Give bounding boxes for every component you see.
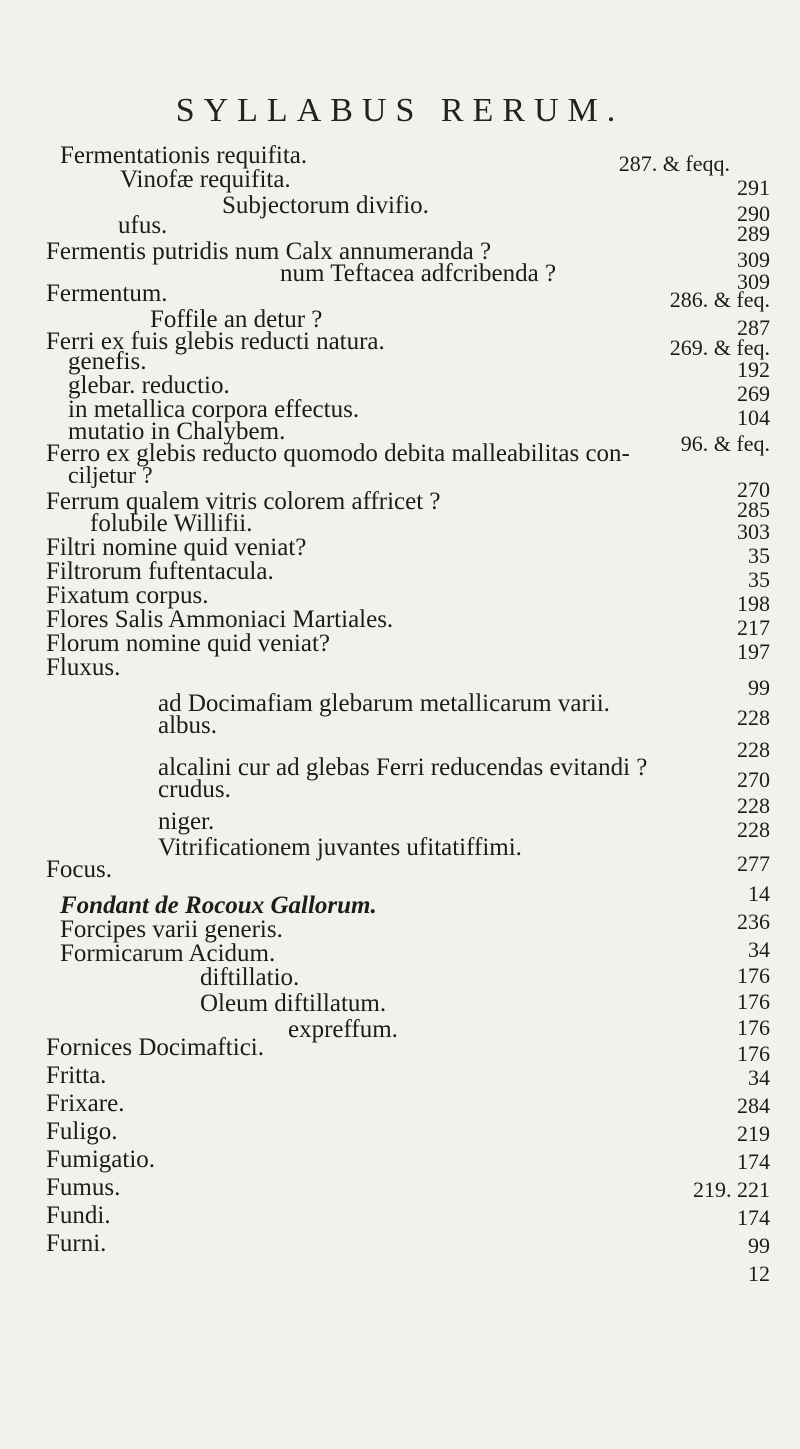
entry-label: ad Docimafiam glebarum metallicarum varii. — [158, 690, 610, 717]
entry-label: Fornices Docimaftici. — [46, 1034, 264, 1061]
entry-page: 174 — [737, 1205, 770, 1230]
entry-page: 270 — [737, 477, 770, 502]
index-entry — [0, 142, 800, 176]
entry-page: 219 — [737, 1121, 770, 1146]
entry-label: Fundi. — [46, 1202, 111, 1229]
entry-label: albus. — [158, 712, 218, 739]
entry-label: Ferrum qualem vitris colorem affricet ? — [46, 488, 441, 515]
index-entry — [0, 654, 800, 700]
entry-page: 34 — [748, 1065, 770, 1090]
entry-label-line2: ciljetur ? — [68, 463, 153, 489]
entry-page: 236 — [737, 909, 770, 934]
entry-label: niger. — [158, 808, 215, 835]
entry-label: Focus. — [46, 856, 112, 883]
entry-label: Formicarum Acidum. — [60, 940, 276, 967]
entry-page: 176 — [737, 989, 770, 1014]
entry-page: 228 — [737, 737, 770, 762]
entry-page: 99 — [748, 1233, 770, 1258]
index-entry — [0, 510, 800, 544]
index-list — [0, 142, 800, 1286]
entry-label: Ferri ex fuis glebis reducti natura. — [46, 328, 385, 355]
entry-page: 96. & feq. — [680, 431, 770, 456]
entry-label: Vinofæ requifita. — [120, 166, 291, 193]
entry-page: 176 — [737, 1015, 770, 1040]
entry-page: 12 — [748, 1261, 770, 1286]
entry-page: 174 — [737, 1149, 770, 1174]
index-entry — [0, 558, 800, 592]
entry-label: Flores Salis Ammoniaci Martiales. — [46, 606, 394, 633]
entry-label: Foffile an detur ? — [150, 306, 323, 333]
entry-label: Furni. — [46, 1230, 107, 1257]
entry-label: Filtri nomine quid veniat? — [46, 534, 307, 561]
entry-page: 303 — [737, 519, 770, 544]
entry-label: ufus. — [118, 212, 168, 239]
entry-page: 286. & feq. — [669, 287, 770, 312]
entry-page: 285 — [737, 497, 770, 522]
entry-page: 34 — [748, 937, 770, 962]
entry-page: 219. 221 — [693, 1177, 770, 1202]
entry-label: Frixare. — [46, 1090, 125, 1117]
index-entry — [0, 166, 800, 200]
entry-label: Forcipes varii generis. — [60, 916, 283, 943]
index-entry — [0, 1230, 800, 1286]
entry-page: 269. & feq. — [669, 335, 770, 360]
entry-page: 35 — [748, 567, 770, 592]
entry-label: folubile Willifii. — [90, 510, 253, 537]
entry-label — [46, 440, 630, 489]
entry-label: Fuligo. — [46, 1118, 118, 1145]
entry-page: 14 — [748, 881, 770, 906]
index-entry — [0, 808, 800, 842]
entry-label: mutatio in Chalybem. — [68, 418, 286, 445]
entry-label: Filtrorum fuftentacula. — [46, 558, 274, 585]
entry-page: 287 — [737, 315, 770, 340]
index-entry — [0, 582, 800, 616]
entry-page: 217 — [737, 615, 770, 640]
entry-label: num Teftacea adfcribenda ? — [280, 260, 557, 287]
entry-page: 290 — [737, 201, 770, 226]
entry-page: 228 — [737, 705, 770, 730]
index-entry — [0, 606, 800, 640]
entry-label: genefis. — [68, 348, 147, 375]
entry-page: 228 — [737, 817, 770, 842]
entry-label: Fluxus. — [46, 654, 121, 681]
index-entry — [0, 534, 800, 568]
entry-page: 99 — [748, 675, 770, 700]
entry-label: crudus. — [158, 776, 231, 803]
entry-label: Fondant de Rocoux Gallorum. — [60, 892, 377, 919]
entry-page: 277 — [737, 851, 770, 876]
entry-page: 287. & feqq. — [618, 151, 730, 176]
entry-label: Fermentum. — [46, 280, 168, 307]
entry-label: Oleum diftillatum. — [200, 990, 387, 1017]
entry-label: Vitrificationem juvantes ufitatiffimi. — [158, 834, 522, 861]
page-header: SYLLABUS RERUM. — [175, 92, 625, 129]
entry-label: Fritta. — [46, 1062, 107, 1089]
entry-page: 198 — [737, 591, 770, 616]
entry-page: 228 — [737, 793, 770, 818]
entry-page: 176 — [737, 1041, 770, 1066]
index-entry — [0, 372, 800, 406]
index-entry — [0, 712, 800, 762]
index-entry — [0, 630, 800, 664]
entry-label: Fermentis putridis num Calx annumeranda ? — [46, 238, 492, 265]
entry-page: 176 — [737, 963, 770, 988]
entry-label: in metallica corpora effectus. — [68, 396, 360, 423]
entry-page: 192 — [737, 357, 770, 382]
entry-label: Fixatum corpus. — [46, 582, 209, 609]
entry-label: diftillatio. — [200, 964, 300, 991]
entry-label: Fumigatio. — [46, 1146, 156, 1173]
entry-page: 104 — [737, 405, 770, 430]
entry-label: expreffum. — [288, 1016, 398, 1043]
entry-page: 197 — [737, 639, 770, 664]
entry-page: 289 — [737, 221, 770, 246]
index-entry — [0, 776, 800, 818]
index-entry — [0, 348, 800, 382]
entry-label-line1: Ferro ex glebis reducto quomodo debita malleabilitas con- — [46, 440, 630, 467]
entry-page: 309 — [737, 247, 770, 272]
entry-label: alcalini cur ad glebas Ferri reducendas evitandi ? — [158, 754, 648, 781]
entry-label: Fermentationis requifita. — [60, 142, 308, 169]
entry-page: 35 — [748, 543, 770, 568]
entry-label: Fumus. — [46, 1174, 121, 1201]
entry-label: glebar. reductio. — [68, 372, 230, 399]
entry-page: 270 — [737, 767, 770, 792]
entry-label: Florum nomine quid veniat? — [46, 630, 330, 657]
entry-page: 284 — [737, 1093, 770, 1118]
entry-label: Subjectorum divifio. — [222, 192, 429, 219]
entry-page: 291 — [737, 175, 770, 200]
entry-page: 269 — [737, 381, 770, 406]
entry-page: 309 — [737, 269, 770, 294]
